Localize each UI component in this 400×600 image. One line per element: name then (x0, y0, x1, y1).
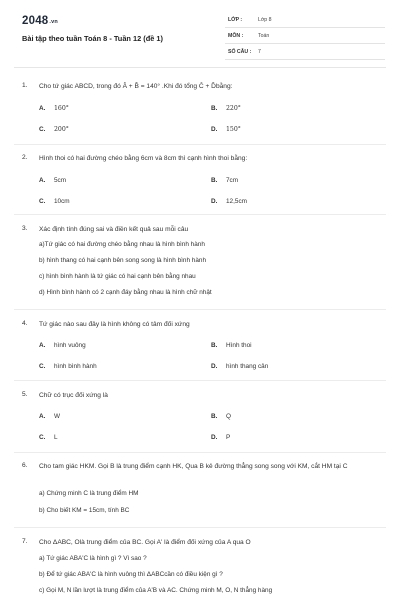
sub-question: b) Để tứ giác ABA'C là hình vuông thì ΔABCcần có điều kiện gì ? (39, 571, 223, 578)
question-text: Cho tứ giác ABCD, trong đó Â + B̂ = 140° .Khi đó tổng Ĉ + D̂bằng: (39, 83, 233, 90)
statement-item: a)Tứ giác có hai đường chéo bằng nhau là hình bình hành (39, 241, 205, 248)
question-text: Chữ có trục đối xứng là (39, 392, 108, 399)
meta-row-subject (225, 30, 385, 44)
site-logo[interactable]: 2048.vn (22, 15, 58, 27)
question-number: 3. (22, 225, 28, 232)
statement-item: c) hình bình hành là tứ giác có hai cạnh bên bằng nhau (39, 273, 196, 280)
meta-row-class (225, 14, 385, 28)
page-title: Bài tập theo tuần Toán 8 - Tuần 12 (đề 1) (22, 34, 163, 43)
meta-label: SỐ CÂU : (228, 49, 252, 55)
worksheet-header (0, 0, 400, 70)
meta-label: MÔN : (228, 33, 244, 39)
meta-value: 7 (258, 49, 261, 55)
option-c[interactable]: C. hình bình hành (39, 363, 97, 370)
header-divider (14, 67, 386, 68)
meta-value: Toán (258, 33, 270, 39)
option-c[interactable]: C. L (39, 434, 58, 441)
question-text: Tứ giác nào sau đây là hình không có tâm đối xứng (39, 321, 190, 328)
question-text: Hình thoi có hai đường chéo bằng 6cm và 8cm thì cạnh hình thoi bằng: (39, 155, 248, 162)
meta-value: Lớp 8 (258, 17, 272, 23)
question-number: 4. (22, 320, 28, 327)
option-d[interactable]: D. 12,5cm (211, 198, 247, 205)
meta-label: LỚP : (228, 17, 243, 23)
statement-item: b) hình thang có hai cạnh bên song song là hình bình hành (39, 257, 206, 264)
option-b[interactable]: B. Q (211, 413, 231, 420)
option-a[interactable]: A. W (39, 413, 61, 420)
option-b[interactable]: B. 7cm (211, 177, 239, 184)
option-a[interactable]: A. 5cm (39, 177, 67, 184)
question-number: 1. (22, 82, 28, 89)
meta-info (225, 14, 385, 62)
question-divider (14, 144, 386, 145)
option-c[interactable]: C. 10cm (39, 198, 70, 205)
option-d[interactable]: D. hình thang cân (211, 363, 269, 370)
option-a[interactable]: A. hình vuông (39, 342, 86, 349)
sub-question: a) Chứng minh C là trung điểm HM (39, 490, 139, 497)
question-divider (14, 309, 386, 310)
question-text: Xác định tính đúng sai và điền kết quả sau mỗi câu (39, 226, 189, 233)
option-c[interactable]: C. 200° (39, 126, 69, 133)
statement-item: d) Hình bình hành có 2 cạnh đáy bằng nhau là hình chữ nhật (39, 289, 212, 296)
sub-question: c) Gọi M, N lần lượt là trung điểm của A'B và AC. Chứng minh M, O, N thẳng hàng (39, 587, 273, 594)
option-d[interactable]: D. 150° (211, 126, 241, 133)
sub-question: b) Cho biết KM = 15cm, tính BC (39, 507, 130, 514)
question-number: 6. (22, 462, 28, 469)
meta-row-count (225, 46, 385, 60)
question-divider (14, 452, 386, 453)
question-text: Cho tam giác HKM. Gọi B là trung điểm cạnh HK, Qua B kẻ đường thẳng song song với KM, cắt HM tại C (39, 463, 348, 470)
option-b[interactable]: B. Hình thoi (211, 342, 252, 349)
question-text: Cho ΔABC, Olà trung điểm của BC. Gọi A' là điểm đối xứng của A qua O (39, 539, 251, 546)
sub-question: a) Tứ giác ABA'C là hình gì ? Vì sao ? (39, 555, 147, 562)
question-divider (14, 214, 386, 215)
question-divider (14, 380, 386, 381)
option-d[interactable]: D. P (211, 434, 231, 441)
question-number: 2. (22, 154, 28, 161)
question-divider (14, 527, 386, 528)
option-a[interactable]: A. 160° (39, 105, 69, 112)
question-number: 7. (22, 538, 28, 545)
option-b[interactable]: B. 220° (211, 105, 241, 112)
question-number: 5. (22, 391, 28, 398)
